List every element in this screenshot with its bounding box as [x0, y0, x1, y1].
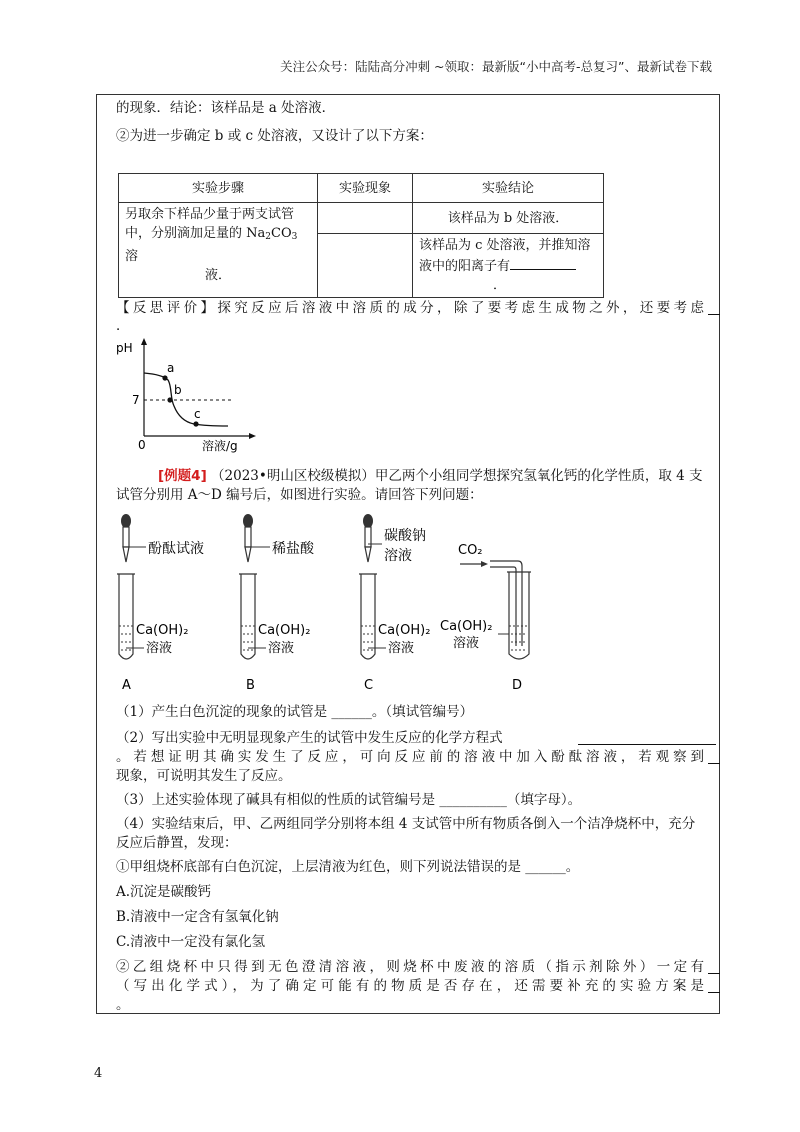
tube-b-label: B	[246, 678, 255, 693]
tube-b-setup	[239, 514, 315, 693]
question-4-part-2-line-3: 。	[116, 997, 130, 1013]
plan-blank[interactable]	[708, 978, 720, 993]
point-a-label: a	[167, 361, 175, 375]
phenomenon-blank[interactable]	[708, 749, 720, 764]
point-b	[167, 397, 172, 402]
solution-c-label-2: 溶液	[388, 641, 415, 656]
test-tube-d	[509, 572, 529, 659]
apparatus-figure	[110, 506, 550, 696]
option-a: A.沉淀是碳酸钙	[116, 884, 212, 900]
tube-c-label: C	[364, 678, 374, 693]
table-cell-step	[119, 203, 318, 298]
solution-d-label-2: 溶液	[453, 636, 480, 651]
tube-d-label: D	[512, 678, 523, 693]
tube-c-setup	[359, 514, 430, 693]
table-header-conclusion: 实验结论	[413, 174, 604, 203]
option-b: B.清液中一定含有氢氧化钠	[116, 909, 279, 925]
solution-d-label-1: Ca(OH)₂	[440, 619, 493, 634]
dropper-a	[123, 547, 129, 562]
step-line-2: 中，分别滴加足量的 $Na_2CO_3$ 溶	[125, 226, 298, 264]
dropper-bulb-b	[243, 514, 253, 528]
test-tube-b	[241, 574, 255, 659]
dropper-b	[245, 547, 251, 562]
y-axis-arrow	[141, 338, 147, 345]
option-c: C.清液中一定没有氯化氢	[116, 934, 266, 950]
plan-intro-line: ②为进一步确定 b 或 c 处溶液，又设计了以下方案：	[116, 128, 433, 144]
question-4-line-2: 反应后静置，发现：	[116, 835, 238, 851]
question-1: （1）产生白色沉淀的现象的试管是 ______。（填试管编号）	[116, 704, 474, 720]
table-header-steps: 实验步骤	[119, 174, 318, 203]
conclusion-a-line: 的现象．结论：该样品是 a 处溶液．	[116, 100, 336, 116]
y-label: pH	[116, 341, 133, 355]
solution-c-label-1: Ca(OH)₂	[378, 623, 431, 638]
table-cell-phenomenon-1	[318, 203, 413, 234]
origin-label: 0	[138, 438, 146, 452]
ph-graph	[110, 336, 260, 456]
x-axis-arrow	[249, 433, 256, 439]
test-tube-c	[361, 574, 375, 659]
point-c-label: c	[194, 407, 201, 421]
dropper-c	[365, 547, 371, 562]
question-4-part-2-line-2: （写出化学式），为了确定可能有的物质是否存在，还需要补充的实验方案是	[116, 978, 704, 994]
ph-curve	[144, 373, 228, 426]
reagent-b-label: 稀盐酸	[272, 541, 314, 557]
conclusion2-line-3: ．	[493, 278, 507, 293]
question-2-line-3: 现象，可说明其发生了反应。	[116, 768, 292, 784]
solution-a-label-1: Ca(OH)₂	[136, 623, 189, 638]
page-number: 4	[94, 1066, 103, 1081]
step-line-3: 液．	[204, 268, 231, 283]
table-cell-conclusion-1: 该样品为 b 处溶液．	[413, 203, 604, 234]
step-line-1: 另取余下样品少量于两支试管	[125, 207, 295, 222]
dropper-bulb-a	[121, 514, 131, 528]
reflection-end: ．	[116, 318, 130, 334]
example-intro-line-2: 试管分别用 A～D 编号后，如图进行实验。请回答下列问题：	[116, 487, 483, 503]
x-label: 溶液/g	[202, 439, 238, 453]
reflection-text: 【反思评价】探究反应后溶液中溶质的成分，除了要考虑生成物之外，还要考虑	[116, 300, 704, 316]
question-2-line-1: （2）写出实验中无明显现象产生的试管中发生反应的化学方程式	[116, 730, 503, 746]
cation-blank[interactable]	[510, 255, 576, 270]
page-header: 关注公众号：陆陆高分冲刺 ~领取：最新版“小中高考-总复习”、最新试卷下载	[280, 59, 712, 74]
question-3: （3）上述实验体现了碱具有相似的性质的试管编号是 __________（填字母）。	[116, 792, 582, 808]
question-4-line-1: （4）实验结束后，甲、乙两组同学分别将本组 4 支试管中所有物质各倒入一个洁净烧杯中，充分	[116, 816, 696, 832]
tube-d-setup	[440, 543, 531, 693]
point-c	[193, 421, 198, 426]
equation-blank[interactable]	[578, 730, 716, 745]
test-tube-a	[119, 574, 133, 659]
example-intro-line-1: [例题4] （2023•明山区校级模拟）甲乙两个小组同学想探究氢氧化钙的化学性质，取 4 支	[158, 468, 703, 484]
tube-a-label: A	[122, 678, 131, 693]
table-header-phenomenon: 实验现象	[318, 174, 413, 203]
solute-blank[interactable]	[708, 959, 720, 974]
example-label: [例题4]	[158, 468, 207, 484]
experiment-plan-table	[118, 173, 604, 298]
point-a	[162, 375, 167, 380]
tube-a-setup	[117, 514, 204, 693]
point-b-label: b	[174, 383, 182, 397]
reagent-c-label-1: 碳酸钠	[384, 528, 426, 544]
reagent-c-label-2: 溶液	[384, 548, 412, 564]
co2-label: CO₂	[458, 543, 483, 558]
conclusion2-line-1: 该样品为 c 处溶液，并推知溶	[419, 238, 591, 253]
y-tick-7: 7	[132, 393, 140, 407]
question-4-part-1: ①甲组烧杯底部有白色沉淀，上层清液为红色，则下列说法错误的是 ______。	[116, 859, 580, 875]
table-cell-conclusion-2	[413, 234, 604, 298]
solution-b-label-1: Ca(OH)₂	[258, 623, 311, 638]
table-cell-phenomenon-2	[318, 234, 413, 298]
solution-b-label-2: 溶液	[268, 641, 295, 656]
question-4-part-2-line-1: ②乙组烧杯中只得到无色澄清溶液，则烧杯中废液的溶质（指示剂除外）一定有	[116, 959, 704, 975]
solution-a-label-2: 溶液	[146, 641, 173, 656]
reagent-a-label: 酚酞试液	[148, 541, 204, 557]
conclusion2-line-2: 液中的阳离子有	[419, 255, 597, 276]
dropper-bulb-c	[363, 514, 373, 528]
reflection-blank[interactable]	[708, 300, 720, 315]
question-2-line-2: 。若想证明其确实发生了反应，可向反应前的溶液中加入酚酞溶液，若观察到	[116, 749, 704, 765]
